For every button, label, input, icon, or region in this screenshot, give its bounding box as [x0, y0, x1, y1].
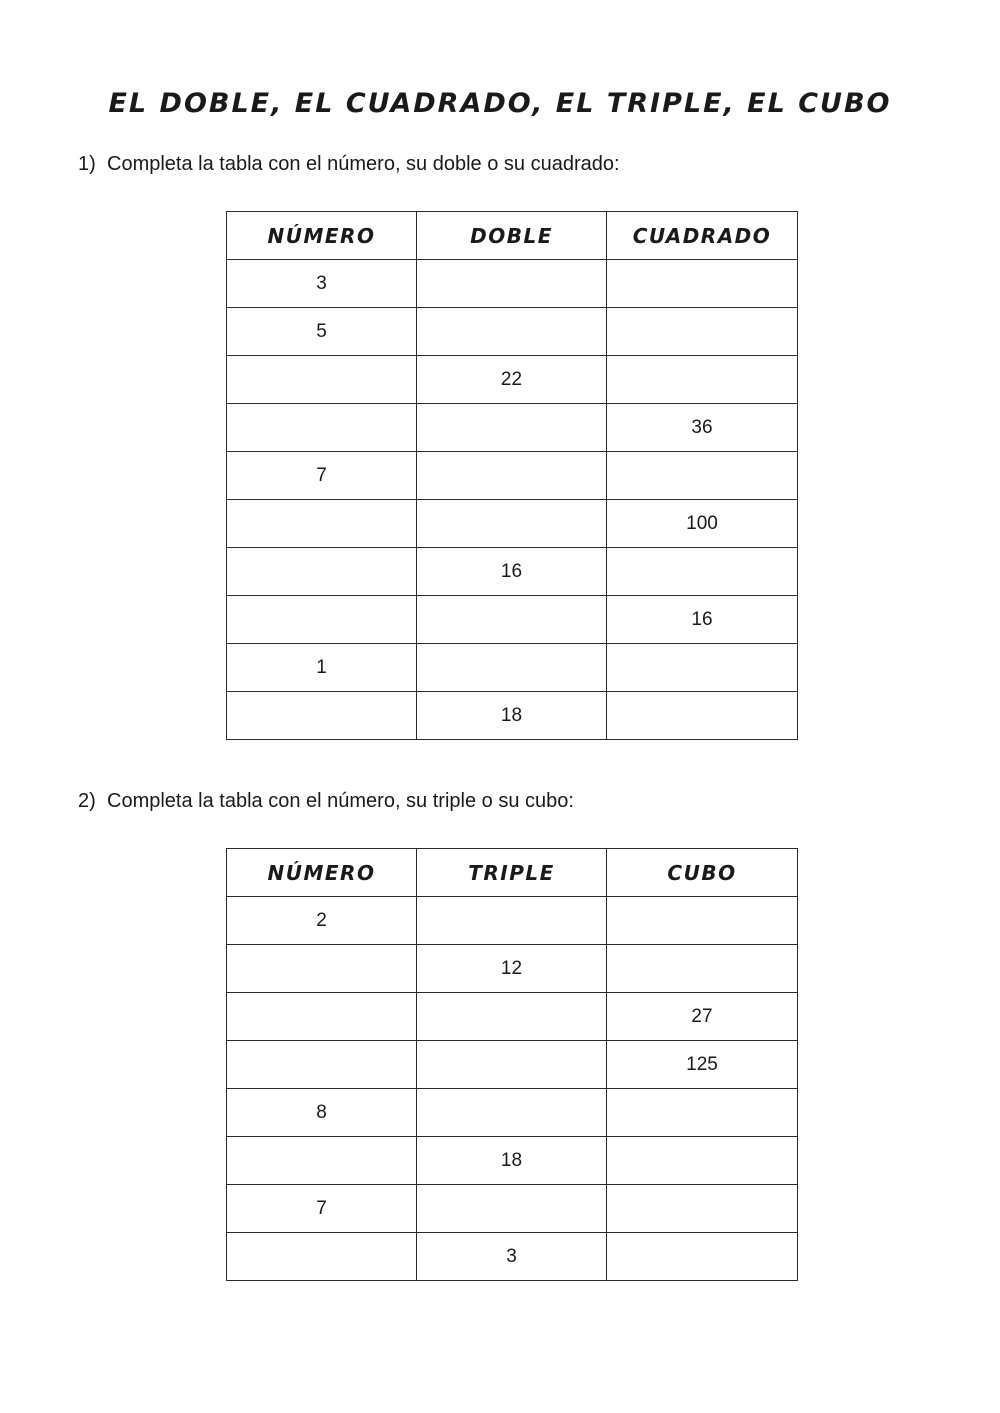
header-cuadrado: CUADRADO: [607, 212, 798, 260]
cell-numero[interactable]: 8: [227, 1089, 417, 1137]
cell-numero[interactable]: 5: [227, 308, 417, 356]
cell-cubo[interactable]: [607, 1089, 798, 1137]
cell-cubo[interactable]: [607, 1137, 798, 1185]
table-row: [227, 945, 798, 993]
cell-triple[interactable]: 18: [417, 1137, 607, 1185]
cell-cubo[interactable]: [607, 1233, 798, 1281]
instruction-2: [78, 790, 574, 813]
cell-cuadrado[interactable]: 100: [607, 500, 798, 548]
table-row: [227, 260, 798, 308]
cell-cubo[interactable]: [607, 897, 798, 945]
cell-triple[interactable]: [417, 1089, 607, 1137]
cell-cuadrado[interactable]: [607, 356, 798, 404]
instruction-1: [78, 153, 620, 176]
cell-doble[interactable]: [417, 404, 607, 452]
cell-triple[interactable]: 12: [417, 945, 607, 993]
table-row: [227, 1041, 798, 1089]
cell-cubo[interactable]: [607, 1185, 798, 1233]
cell-numero[interactable]: 3: [227, 260, 417, 308]
cell-numero[interactable]: 7: [227, 452, 417, 500]
cell-cubo[interactable]: 125: [607, 1041, 798, 1089]
table-row: [227, 897, 798, 945]
table-row: [227, 548, 798, 596]
instruction-2-number: 2): [78, 790, 96, 812]
table-row: [227, 1089, 798, 1137]
cell-doble[interactable]: [417, 500, 607, 548]
table-row: [227, 644, 798, 692]
table-triple-cubo: [226, 848, 798, 1281]
table-row: [227, 452, 798, 500]
cell-numero[interactable]: [227, 993, 417, 1041]
page-title: EL DOBLE, EL CUADRADO, EL TRIPLE, EL CUBO: [108, 88, 892, 119]
cell-cuadrado[interactable]: [607, 644, 798, 692]
cell-cuadrado[interactable]: [607, 452, 798, 500]
cell-numero[interactable]: [227, 596, 417, 644]
cell-numero[interactable]: [227, 945, 417, 993]
table-header-row: [227, 212, 798, 260]
cell-cubo[interactable]: [607, 945, 798, 993]
table-header-row: [227, 849, 798, 897]
cell-doble[interactable]: [417, 260, 607, 308]
cell-numero[interactable]: [227, 692, 417, 740]
cell-numero[interactable]: 7: [227, 1185, 417, 1233]
table-row: [227, 1137, 798, 1185]
instruction-1-number: 1): [78, 153, 96, 175]
table-row: [227, 500, 798, 548]
table-row: [227, 1185, 798, 1233]
cell-numero[interactable]: [227, 548, 417, 596]
cell-numero[interactable]: [227, 500, 417, 548]
header-numero: NÚMERO: [227, 849, 417, 897]
cell-doble[interactable]: [417, 452, 607, 500]
table-row: [227, 404, 798, 452]
table-doble-cuadrado: [226, 211, 798, 740]
header-doble: DOBLE: [417, 212, 607, 260]
cell-doble[interactable]: 16: [417, 548, 607, 596]
instruction-1-text: Completa la tabla con el número, su doble o su cuadrado:: [107, 153, 620, 175]
cell-cuadrado[interactable]: 36: [607, 404, 798, 452]
cell-numero[interactable]: [227, 356, 417, 404]
cell-cuadrado[interactable]: [607, 308, 798, 356]
cell-doble[interactable]: [417, 308, 607, 356]
cell-numero[interactable]: [227, 1233, 417, 1281]
table-row: [227, 308, 798, 356]
cell-cuadrado[interactable]: [607, 692, 798, 740]
cell-numero[interactable]: [227, 404, 417, 452]
cell-doble[interactable]: [417, 644, 607, 692]
table-row: [227, 692, 798, 740]
table-row: [227, 1233, 798, 1281]
table-row: [227, 596, 798, 644]
table-row: [227, 356, 798, 404]
cell-cuadrado[interactable]: 16: [607, 596, 798, 644]
cell-numero[interactable]: 1: [227, 644, 417, 692]
table-row: [227, 993, 798, 1041]
cell-cuadrado[interactable]: [607, 548, 798, 596]
cell-triple[interactable]: [417, 1041, 607, 1089]
cell-doble[interactable]: 22: [417, 356, 607, 404]
cell-numero[interactable]: [227, 1041, 417, 1089]
cell-numero[interactable]: 2: [227, 897, 417, 945]
cell-doble[interactable]: [417, 596, 607, 644]
header-triple: TRIPLE: [417, 849, 607, 897]
cell-cubo[interactable]: 27: [607, 993, 798, 1041]
cell-doble[interactable]: 18: [417, 692, 607, 740]
cell-triple[interactable]: [417, 1185, 607, 1233]
cell-triple[interactable]: [417, 897, 607, 945]
cell-triple[interactable]: 3: [417, 1233, 607, 1281]
header-cubo: CUBO: [607, 849, 798, 897]
cell-numero[interactable]: [227, 1137, 417, 1185]
instruction-2-text: Completa la tabla con el número, su triple o su cubo:: [107, 790, 574, 812]
cell-triple[interactable]: [417, 993, 607, 1041]
cell-cuadrado[interactable]: [607, 260, 798, 308]
header-numero: NÚMERO: [227, 212, 417, 260]
